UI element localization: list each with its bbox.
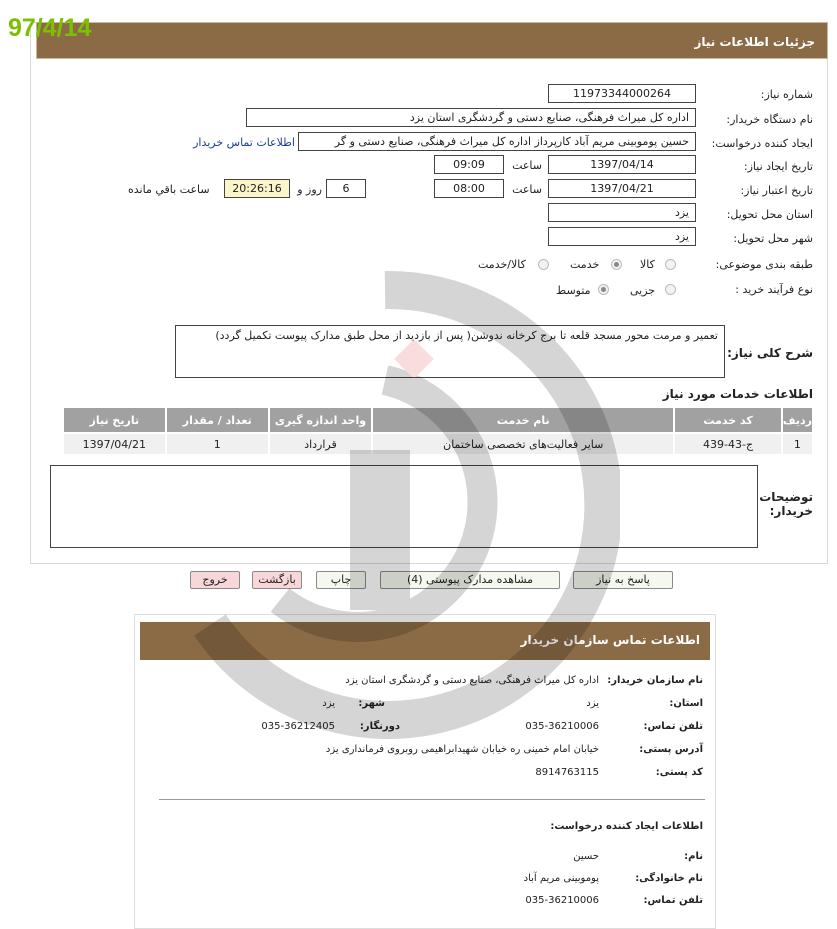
col-name-header: نام خدمت	[372, 407, 674, 433]
process-minor-radio[interactable]	[665, 284, 676, 295]
cell-date: 1397/04/21	[63, 433, 166, 455]
attachments-button[interactable]: مشاهده مدارک پیوستی (4)	[380, 571, 560, 589]
contact-province-label: استان:	[669, 698, 703, 709]
col-date-header: تاریخ نیاز	[63, 407, 166, 433]
table-row	[63, 433, 813, 455]
need-number-label: شماره نیاز:	[760, 88, 813, 101]
created-date-label: تاریخ ایجاد نیاز:	[743, 160, 813, 173]
buyer-org-field[interactable]: اداره کل میراث فرهنگی، صنایع دستی و گردشگری استان یزد	[246, 108, 696, 127]
cell-name: سایر فعالیت‌های تخصصی ساختمان	[372, 433, 674, 455]
city-field[interactable]: یزد	[548, 227, 696, 246]
category-service-radio[interactable]	[611, 259, 622, 270]
need-number-field[interactable]: 11973344000264	[548, 84, 696, 103]
buyer-org-label: نام دستگاه خریدار:	[726, 113, 813, 126]
page-header	[36, 22, 828, 59]
creator-phone-label: تلفن تماس:	[643, 895, 703, 906]
contact-postal-value: 8914763115	[535, 767, 599, 778]
process-minor-label: جزیی	[630, 284, 656, 297]
col-code-header: کد خدمت	[674, 407, 781, 433]
creator-family-value: پوموبینی مریم آباد	[523, 873, 599, 884]
process-medium-label: متوسط	[556, 284, 591, 297]
countdown-field: 20:26:16	[224, 179, 290, 198]
col-row-header: ردیف	[782, 407, 813, 433]
page-title: جزئیات اطلاعات نیاز	[694, 35, 815, 49]
valid-time-field[interactable]: 08:00	[434, 179, 504, 198]
col-unit-header: واحد اندازه گیری	[269, 407, 372, 433]
contact-phone-label: تلفن تماس:	[643, 721, 703, 732]
contact-fax-label: دورنگار:	[359, 721, 400, 732]
creator-phone-value: 035-36210006	[525, 895, 599, 906]
print-button[interactable]: چاپ	[316, 571, 366, 589]
valid-date-field[interactable]: 1397/04/21	[548, 179, 696, 198]
created-time-field[interactable]: 09:09	[434, 155, 504, 174]
description-label: شرح کلی نیاز:	[727, 346, 813, 360]
creator-family-label: نام خانوادگی:	[635, 873, 703, 884]
valid-time-label: ساعت	[512, 183, 542, 196]
buyer-contact-panel	[134, 614, 716, 929]
province-field[interactable]: یزد	[548, 203, 696, 222]
category-goods-radio[interactable]	[665, 259, 676, 270]
remaining-label: ساعت باقي مانده	[128, 183, 210, 196]
reply-button[interactable]: پاسخ به نیاز	[573, 571, 673, 589]
col-qty-header: تعداد / مقدار	[166, 407, 269, 433]
days-and-label: روز و	[297, 183, 322, 196]
process-label: نوع فرآیند خرید :	[735, 283, 813, 296]
contact-address-value: خیابان امام خمینی ره خیابان شهیدابراهیمی روبروی فرمانداری یزد	[325, 744, 599, 755]
category-service-label: خدمت	[570, 258, 600, 271]
contact-org-label: نام سازمان خریدار:	[607, 675, 703, 686]
cell-row: 1	[782, 433, 813, 455]
cell-unit: قرارداد	[269, 433, 372, 455]
valid-date-label: تاریخ اعتبار نیاز:	[740, 184, 813, 197]
contact-fax-value: 035-36212405	[261, 721, 335, 732]
contact-city-label: شهر:	[358, 698, 385, 709]
cell-code: ج-43-439	[674, 433, 781, 455]
days-remaining-field[interactable]: 6	[326, 179, 366, 198]
created-date-field[interactable]: 1397/04/14	[548, 155, 696, 174]
category-label: طبقه بندی موضوعی:	[715, 258, 813, 271]
contact-org-value: اداره کل میراث فرهنگی، صنایع دستی و گردشگری استان یزد	[345, 675, 599, 686]
panel-divider	[159, 799, 705, 800]
exit-button[interactable]: خروج	[190, 571, 240, 589]
city-label: شهر محل تحویل:	[733, 232, 813, 245]
process-medium-radio[interactable]	[598, 284, 609, 295]
category-both-radio[interactable]	[538, 259, 549, 270]
province-label: استان محل تحویل:	[726, 208, 813, 221]
buyer-contact-link[interactable]: اطلاعات تماس خریدار	[193, 136, 295, 149]
description-textarea[interactable]: تعمیر و مرمت محور مسجد قلعه تا برج کرخانه ندوشن( پس از بازدید از محل طبق مدارک پیوست تکمیل گردد)	[175, 325, 725, 378]
services-title: اطلاعات خدمات مورد نیاز	[662, 387, 813, 401]
contact-address-label: آدرس پستی:	[639, 744, 703, 755]
creator-name-value: حسین	[573, 851, 599, 862]
buyer-notes-label: توضیحات خریدار:	[759, 490, 813, 518]
cell-qty: 1	[166, 433, 269, 455]
contact-city-value: یزد	[322, 698, 335, 709]
buyer-notes-textarea[interactable]	[50, 465, 758, 548]
creator-name-label: نام:	[684, 851, 703, 862]
contact-province-value: یزد	[586, 698, 599, 709]
contact-phone-value: 035-36210006	[525, 721, 599, 732]
back-button[interactable]: بازگشت	[252, 571, 302, 589]
category-both-label: کالا/خدمت	[478, 258, 526, 271]
contact-panel-title: اطلاعات تماس سازمان خریدار	[140, 622, 710, 660]
date-stamp: 97/4/14	[8, 14, 92, 42]
creator-section-title: اطلاعات ایجاد کننده درخواست:	[550, 821, 703, 832]
services-table	[62, 406, 814, 456]
services-header-row	[63, 407, 813, 433]
requester-field[interactable]: حسین پوموبینی مریم آباد کارپرداز اداره کل میراث فرهنگی، صنایع دستی و گر	[298, 132, 696, 151]
contact-postal-label: کد پستی:	[655, 767, 703, 778]
created-time-label: ساعت	[512, 159, 542, 172]
category-goods-label: کالا	[640, 258, 655, 271]
requester-label: ایجاد کننده درخواست:	[711, 137, 813, 150]
